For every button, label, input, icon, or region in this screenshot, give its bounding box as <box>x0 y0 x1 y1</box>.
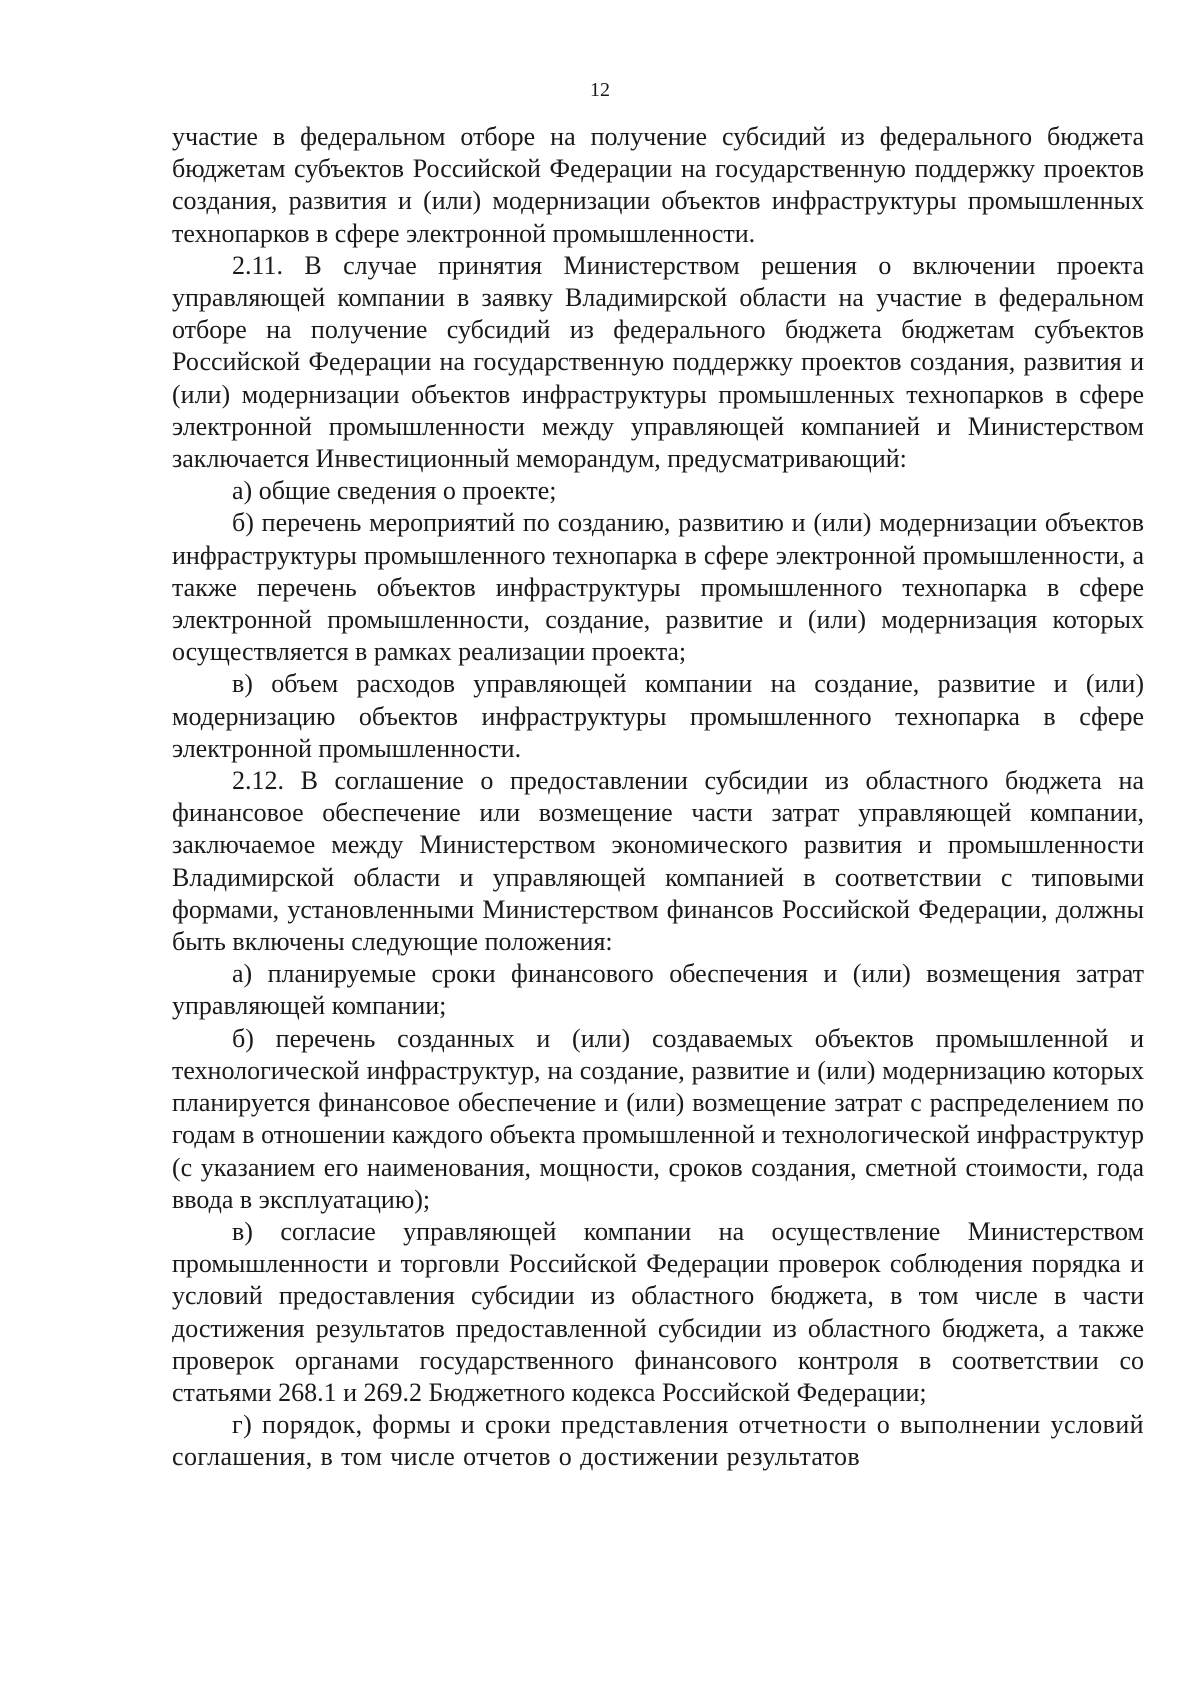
paragraph-continuation: участие в федеральном отборе на получение субсидий из федерального бюджета бюджетам субъектов Российской Федерации на государственную поддержку проектов создания, развития и (или) модернизации объектов инфраструктуры промышленных технопарков в сфере электронной промышленности. <box>172 122 1144 248</box>
page-number: 12 <box>590 79 610 101</box>
paragraph-2-12: 2.12. В соглашение о предоставлении субсидии из областного бюджета на финансовое обеспечение или возмещение части затрат управляющей компании, заключаемое между Министерством экономического развития и промышленности Владимирской области и управляющей компанией в соответствии с типовыми формами, установленными Министерством финансов Российской Федерации, должны быть включены следующие положения: <box>172 766 1144 957</box>
paragraph-2-12-a: а) планируемые сроки финансового обеспечения и (или) возмещения затрат управляющей компании; <box>172 959 1144 1021</box>
document-body <box>172 121 1144 1474</box>
paragraph-2-11-a: а) общие сведения о проекте; <box>232 476 557 506</box>
paragraph-2-11-v: в) объем расходов управляющей компании на создание, развитие и (или) модернизацию объектов инфраструктуры промышленного технопарка в сфере электронной промышленности. <box>172 669 1144 763</box>
paragraph-2-11: 2.11. В случае принятия Министерством решения о включении проекта управляющей компании в заявку Владимирской области на участие в федеральном отборе на получение субсидий из федерального бюджета бюджетам субъектов Российской Федерации на государственную поддержку проектов создания, развития и (или) модернизации объектов инфраструктуры промышленных технопарков в сфере электронной промышленности между управляющей компанией и Министерством заключается Инвестиционный меморандум, предусматривающий: <box>172 250 1144 474</box>
paragraph-2-12-b: б) перечень созданных и (или) создаваемых объектов промышленной и технологической инфраструктур, на создание, развитие и (или) модернизацию которых планируется финансовое обеспечение и (или) возмещение затрат с распределением по годам в отношении каждого объекта промышленной и технологической инфраструктур (с указанием его наименования, мощности, сроков создания, сметной стоимости, года ввода в эксплуатацию); <box>172 1023 1144 1214</box>
paragraph-2-11-b: б) перечень мероприятий по созданию, развитию и (или) модернизации объектов инфраструктуры промышленного технопарка в сфере электронной промышленности, а также перечень объектов инфраструктуры промышленного технопарка в сфере электронной промышленности, создание, развитие и (или) модернизация которых осуществляется в рамках реализации проекта; <box>172 508 1144 667</box>
paragraph-2-12-g: г) порядок, формы и сроки представления отчетности о выполнении условий соглашения, в том числе отчетов о достижении результатов <box>172 1410 1144 1472</box>
paragraph-2-12-v: в) согласие управляющей компании на осуществление Министерством промышленности и торговли Российской Федерации проверок соблюдения порядка и условий предоставления субсидии из областного бюджета, в том числе в части достижения результатов предоставленной субсидии из областного бюджета, а также проверок органами государственного финансового контроля в соответствии со статьями 268.1 и 269.2 Бюджетного кодекса Российской Федерации; <box>172 1216 1144 1407</box>
